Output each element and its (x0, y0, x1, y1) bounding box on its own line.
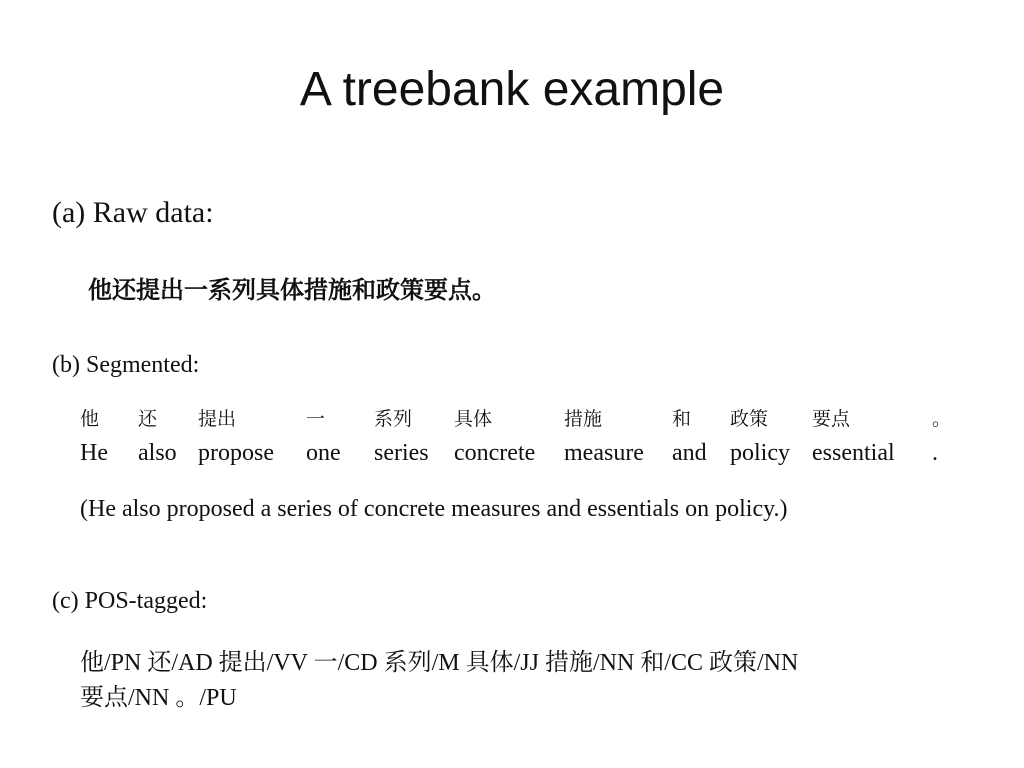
seg-en-word: He (80, 440, 108, 466)
pos-line-1: 他/PN 还/AD 提出/VV 一/CD 系列/M 具体/JJ 措施/NN 和/CC 政策/NN (80, 650, 799, 676)
seg-en-word: . (932, 440, 938, 466)
seg-en-word: also (138, 440, 177, 466)
segmented-chinese-row (80, 404, 960, 434)
seg-en-word: measure (564, 440, 644, 466)
seg-zh-word: 一 (306, 408, 326, 430)
seg-zh-word: 措施 (564, 408, 603, 430)
seg-en-word: propose (198, 440, 274, 466)
seg-zh-word: 系列 (374, 408, 413, 430)
pos-line-2: 要点/NN 。/PU (80, 685, 237, 711)
segmented-heading: (b) Segmented: (52, 352, 200, 378)
raw-chinese-text: 他还提出一系列具体措施和政策要点。 (88, 275, 496, 304)
slide-title: A treebank example (299, 63, 725, 116)
pos-tagged-heading: (c) POS-tagged: (52, 588, 208, 614)
raw-data-heading: (a) Raw data: (52, 196, 214, 229)
seg-zh-word: 和 (672, 408, 692, 430)
seg-zh-word: 要点 (812, 408, 851, 430)
seg-en-word: concrete (454, 440, 536, 466)
seg-zh-word: 。 (932, 408, 952, 430)
seg-zh-word: 政策 (730, 408, 769, 430)
seg-zh-word: 提出 (198, 408, 237, 430)
seg-en-word: policy (730, 440, 790, 466)
seg-zh-word: 具体 (454, 408, 493, 430)
seg-zh-word: 还 (138, 408, 158, 430)
seg-en-word: and (672, 440, 707, 466)
seg-en-word: series (374, 440, 429, 466)
segmented-english-row (80, 440, 960, 470)
seg-en-word: one (306, 440, 341, 466)
translation-text: (He also proposed a series of concrete measures and essentials on policy.) (80, 496, 788, 522)
seg-en-word: essential (812, 440, 895, 466)
seg-zh-word: 他 (80, 408, 100, 430)
